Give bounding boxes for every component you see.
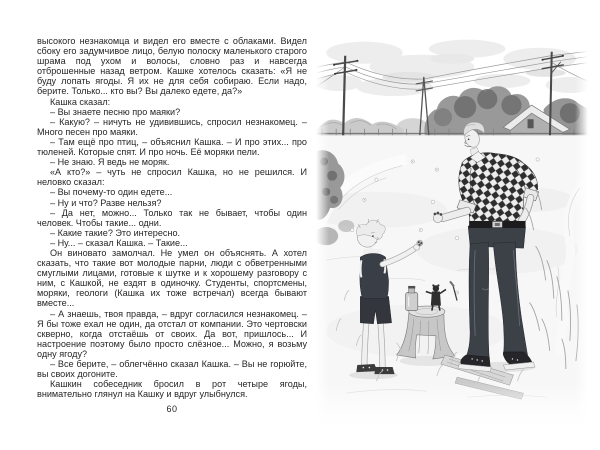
paragraph: – Какие такие? Это интересно. [50, 227, 181, 238]
page-number: 60 [166, 404, 178, 414]
page-text-column [37, 36, 307, 399]
paragraph: «А кто?» – чуть не спросил Кашка, но не решился. И неловко сказал: [37, 167, 307, 188]
paragraph: – Ну... – сказал Кашка. – Такие... [50, 237, 188, 248]
house-window [528, 119, 534, 128]
paragraph: – Какую? – ничуть не удивившись, спросил незнакомец. – Много песен про маяки. [37, 116, 307, 137]
hills [316, 118, 404, 135]
meadow [316, 135, 588, 423]
paragraph: – Не знаю. Я ведь не моряк. [50, 157, 170, 168]
paragraph: Он виновато замолчал. Не умел он объяснять. А хотел сказать, что такие вот молодые парни, люди с обветренными смуглыми лицами, готовые к шутке и к хорошему разговору с ним, с Кашкой, не ездят в одиночку. Студенты, спортсмены, моряки, геологи (Кашка их тоже встречал) всегда бывают вместе... [37, 247, 307, 309]
paragraph: – Вы знаете песню про маяки? [50, 106, 181, 117]
paragraph: Кашкин собеседник бросил в рот четыре ягоды, внимательно глянул на Кашку и вдруг улыбнулся. [37, 379, 307, 400]
paragraph: – Да нет, можно... Только так не бывает, чтобы один человек. Чтобы такие... одни. [37, 207, 307, 228]
man-eye [468, 139, 470, 141]
book-illustration [316, 28, 588, 424]
paragraph: – Ну и что? Разве нельзя? [50, 197, 162, 208]
boy-eye [372, 235, 374, 237]
berries-offered [417, 240, 423, 246]
paragraph: – А знаешь, твоя правда, – вдруг согласился незнакомец. – Я бы тоже ехал не один, да отстал от компании. Это чертовски скверно, когда отстаёшь от своих. Да вот, пришлось... И настроение поэтому было просто слёзное... Можно, я возьму одну ягоду? [37, 308, 307, 359]
paragraph: – Вы почему-то один едете... [50, 187, 173, 198]
paragraph: Кашка сказал: [50, 96, 111, 107]
paragraph: высокого незнакомца и видел его вместе с облаками. Видел сбоку его задумчивое лицо, белую полоску маленького старого шрама под ухом и волосы, словно раз и навсегда отброшенные назад ветром. Кашке хотелось сказать: «Я не буду лопать ягоды. Я их не для себя собираю. Если надо, берите. Только... кто вы? Вы далеко едете, да?» [37, 36, 307, 97]
paragraph: – Там ещё про птиц, – объяснил Кашка. – И про этих... про тюленей. Которые спят. И про ночь. Её моряки пели. [37, 136, 307, 158]
paragraph: – Все берите, – облегчённо сказал Кашка. – Вы не горюйте, вы своих догоните. [37, 359, 307, 380]
